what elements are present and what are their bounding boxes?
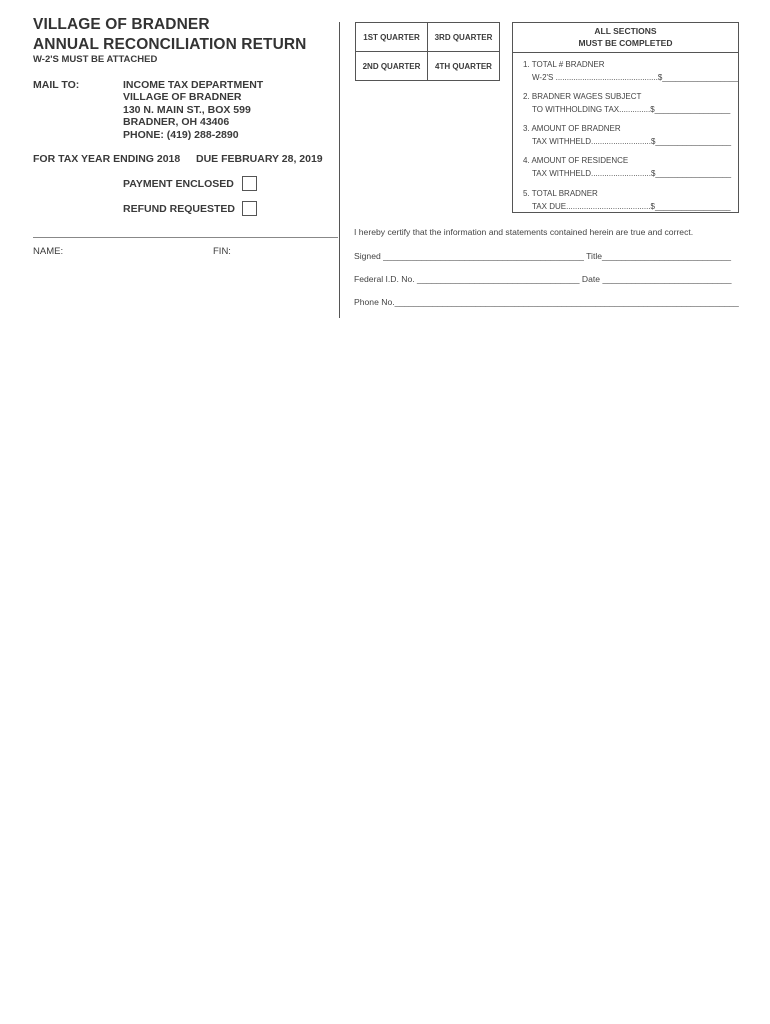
tax-year-ending: FOR TAX YEAR ENDING 2018 <box>33 153 181 165</box>
sections-header-line2: MUST BE COMPLETED <box>578 37 673 48</box>
sections-header-divider <box>513 52 738 53</box>
section-item-3-field: TAX WITHHELD...........................$_________________ <box>532 136 732 146</box>
section-item-4[interactable] <box>523 155 731 180</box>
certification-statement: I hereby certify that the information and statements contained herein are true and correct. <box>354 227 694 237</box>
quarter-label-4th: 4TH QUARTER <box>435 61 492 71</box>
name-label: NAME: <box>33 246 64 257</box>
signed-field[interactable]: Signed __________________________________________ Title___________________________ <box>354 251 732 261</box>
section-item-5[interactable] <box>523 188 731 213</box>
section-item-5-field: TAX DUE......................................$_________________ <box>532 201 731 211</box>
due-date: DUE FEBRUARY 28, 2019 <box>196 153 323 165</box>
section-item-2[interactable] <box>523 91 730 116</box>
refund-requested-checkbox[interactable] <box>242 201 257 216</box>
quarter-box-1st[interactable] <box>355 22 428 52</box>
address-line-4: BRADNER, OH 43406 <box>123 116 230 129</box>
phone-field[interactable]: Phone No.________________________________________________________________________ <box>354 297 739 307</box>
address-line-2: VILLAGE OF BRADNER <box>123 91 242 104</box>
quarter-label-3rd: 3RD QUARTER <box>434 32 493 42</box>
address-line-5: PHONE: (419) 288-2890 <box>123 128 239 141</box>
section-item-2-field: TO WITHHOLDING TAX..............$_________________ <box>532 104 731 114</box>
mail-to-label: MAIL TO: <box>33 79 80 91</box>
section-item-1-field: W-2'S ..............................................$_________________ <box>532 72 738 82</box>
payment-enclosed-label: PAYMENT ENCLOSED <box>123 178 234 190</box>
quarter-label-2nd: 2ND QUARTER <box>362 61 421 71</box>
sections-header <box>513 26 738 49</box>
section-item-2-label: 2. BRADNER WAGES SUBJECT <box>523 92 642 101</box>
quarter-label-1st: 1ST QUARTER <box>363 32 420 42</box>
quarter-box-4th[interactable] <box>427 51 500 81</box>
sections-box <box>512 22 739 213</box>
section-item-1-label: 1. TOTAL # BRADNER <box>523 60 605 69</box>
address-line-1: INCOME TAX DEPARTMENT <box>123 79 264 91</box>
section-item-3[interactable] <box>523 123 731 148</box>
fin-label: FIN: <box>213 246 231 257</box>
section-item-1[interactable] <box>523 59 738 84</box>
column-divider <box>339 22 340 318</box>
quarter-box-2nd[interactable] <box>355 51 428 81</box>
w2-notice: W-2'S MUST BE ATTACHED <box>33 54 158 65</box>
section-item-5-label: 5. TOTAL BRADNER <box>523 189 598 198</box>
divider-line <box>33 237 338 238</box>
sections-header-line1: ALL SECTIONS <box>594 26 657 36</box>
refund-requested-label: REFUND REQUESTED <box>123 203 236 215</box>
section-item-4-field: TAX WITHHELD...........................$_________________ <box>532 168 732 178</box>
section-item-4-label: 4. AMOUNT OF RESIDENCE <box>523 156 629 165</box>
payment-enclosed-checkbox[interactable] <box>242 176 257 191</box>
page-title: VILLAGE OF BRADNER <box>33 16 210 33</box>
page-subtitle: ANNUAL RECONCILIATION RETURN <box>33 36 307 53</box>
section-item-3-label: 3. AMOUNT OF BRADNER <box>523 124 621 133</box>
quarter-box-3rd[interactable] <box>427 22 500 52</box>
federal-id-field[interactable]: Federal I.D. No. __________________________________ Date ___________________________ <box>354 274 732 284</box>
address-line-3: 130 N. MAIN ST., BOX 599 <box>123 103 251 116</box>
mail-to-address <box>123 79 263 141</box>
